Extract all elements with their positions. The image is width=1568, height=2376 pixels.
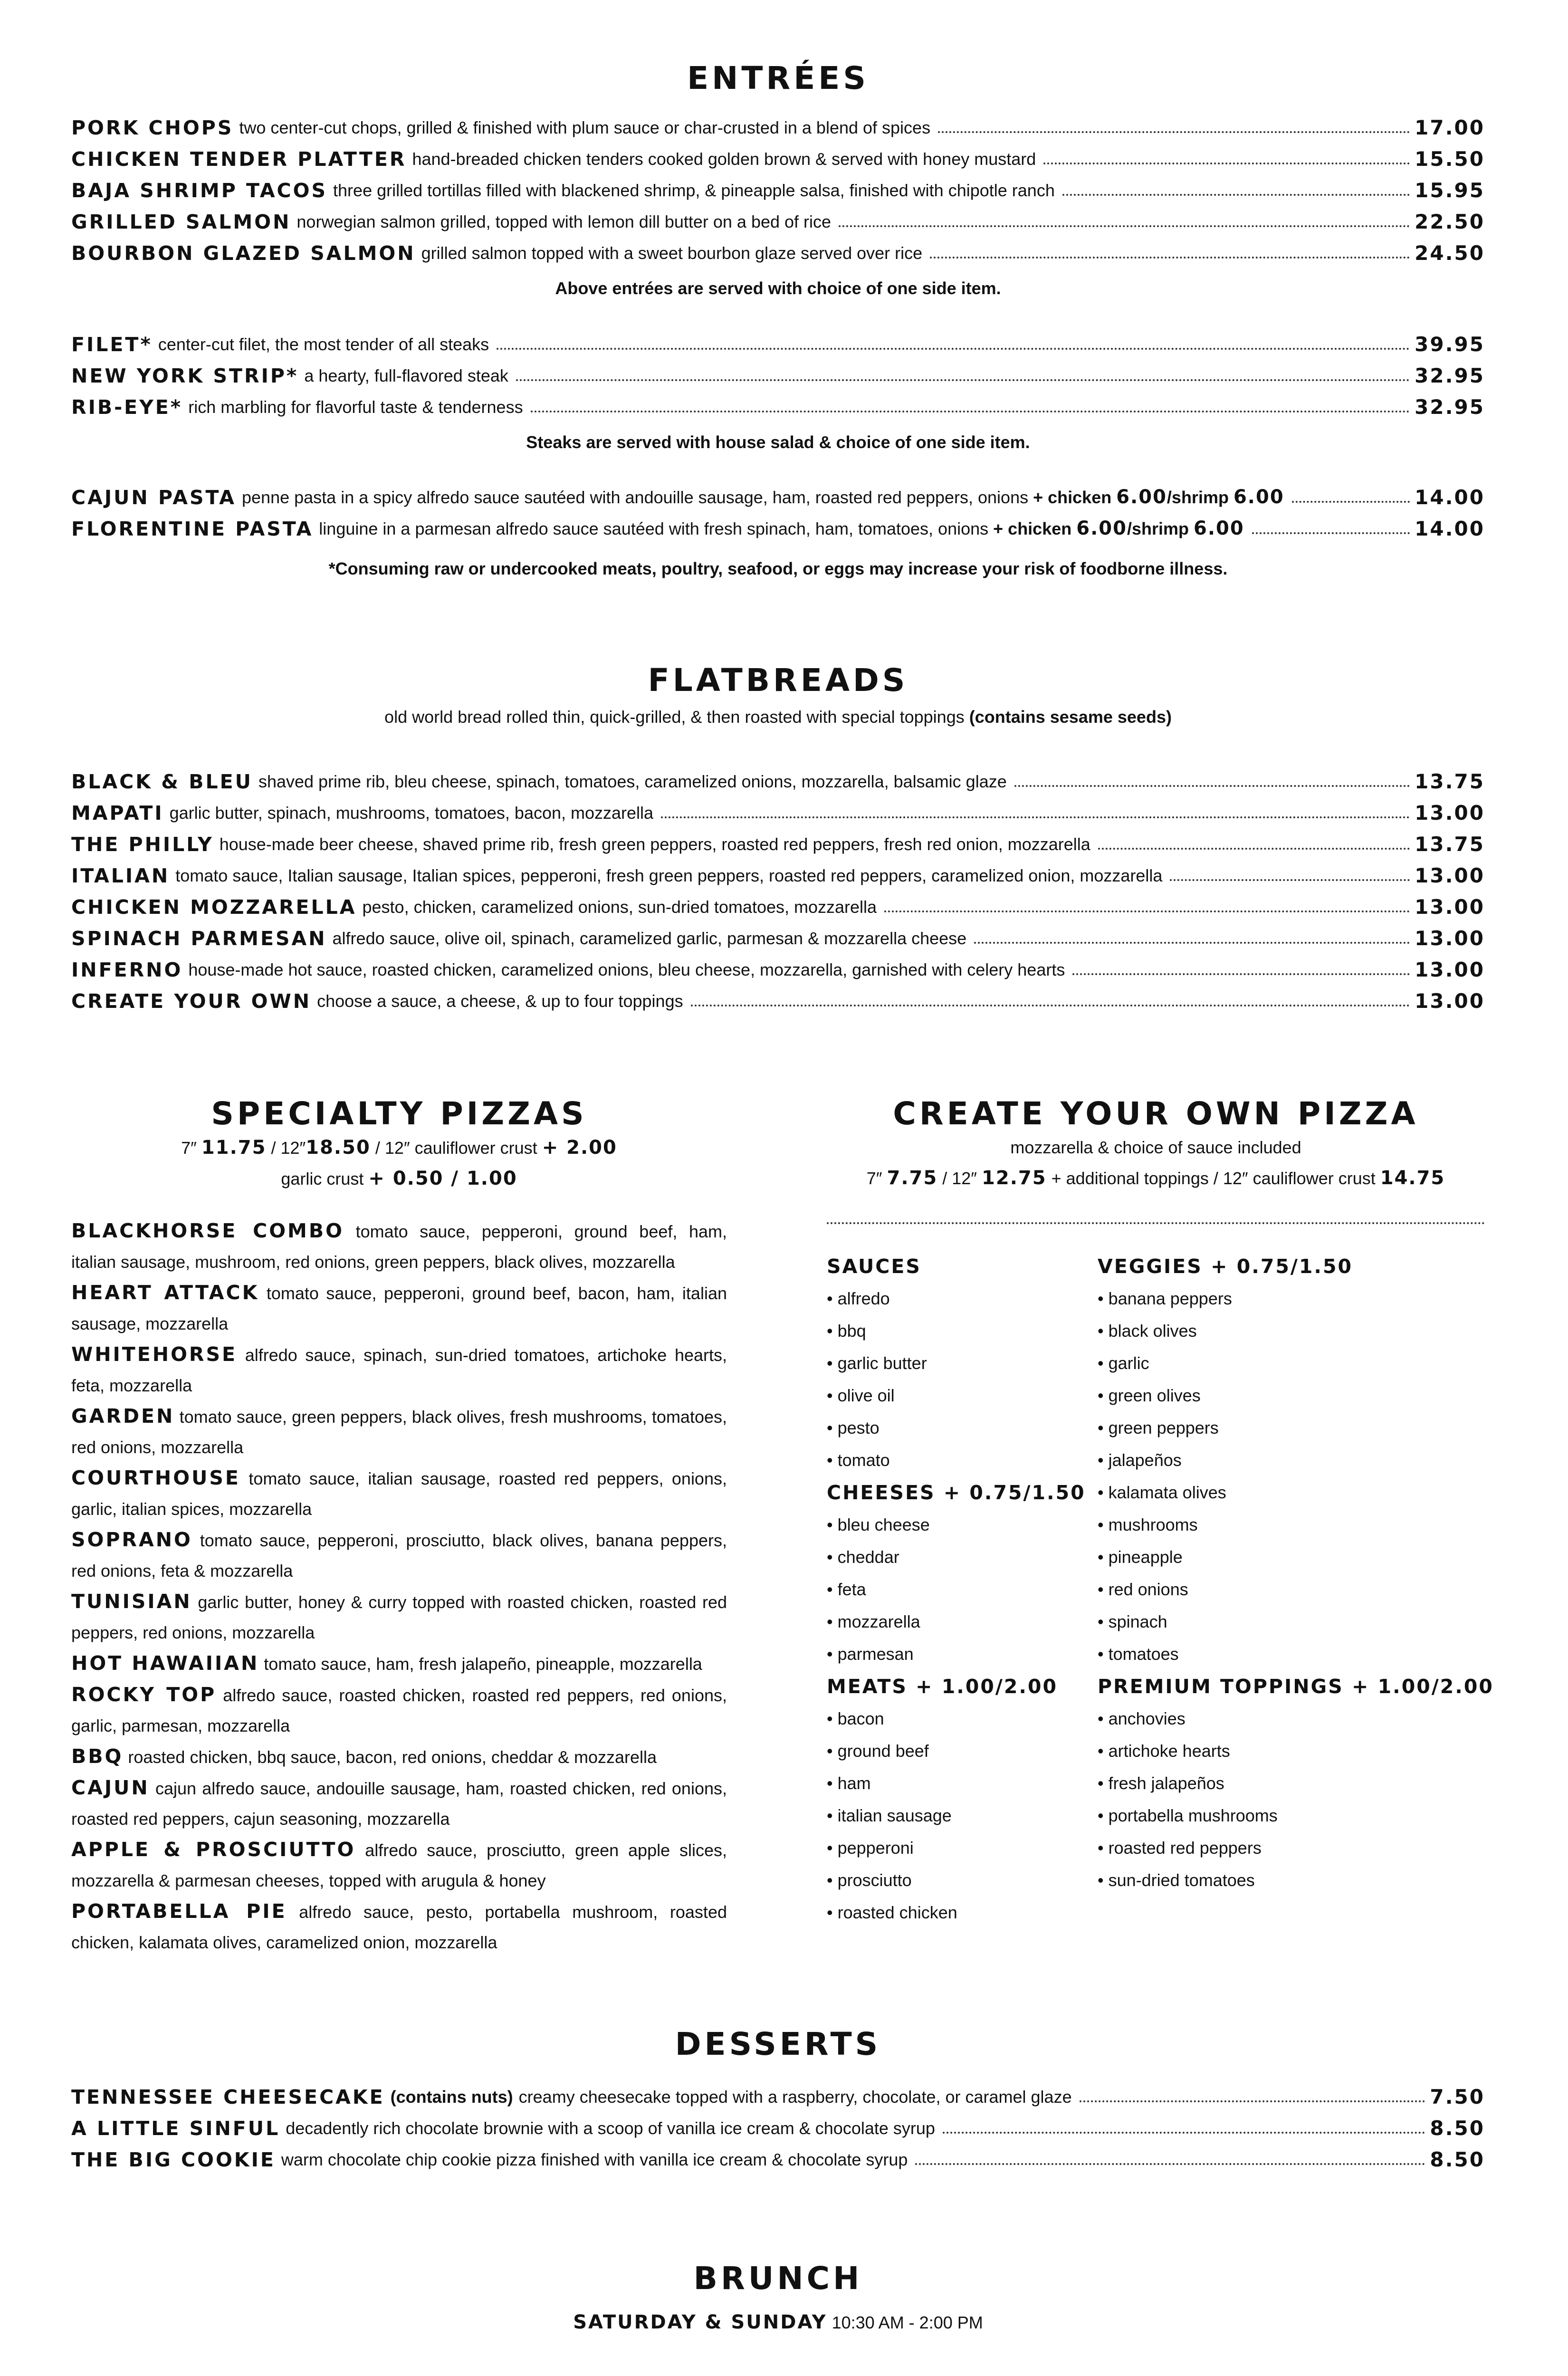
- menu-item: [71, 919, 1485, 950]
- cheese-item: • cheddar: [827, 1547, 899, 1567]
- item-name: THE BIG COOKIE: [71, 2148, 276, 2171]
- item-description: a hearty, full-flavored steak: [304, 366, 508, 385]
- meat-item: • ham: [827, 1773, 871, 1793]
- pizza-item: [71, 1834, 727, 1896]
- sauce-item: • olive oil: [827, 1386, 895, 1405]
- item-name: TUNISIAN: [71, 1590, 192, 1613]
- item-price: 13.00: [1415, 895, 1485, 919]
- item-name: BLACKHORSE COMBO: [71, 1219, 344, 1242]
- menu-item: [71, 2140, 1485, 2172]
- item-name: TENNESSEE CHEESECAKE: [71, 2086, 385, 2108]
- item-description: tomato sauce, pepperoni, ground beef, bacon, ham, italian sausage, mozzarella: [71, 1284, 727, 1333]
- item-name: PORK CHOPS: [71, 116, 234, 139]
- meat-item: • pepperoni: [827, 1838, 914, 1858]
- sauce-item: • alfredo: [827, 1289, 890, 1308]
- entrees-heading: ENTRÉES: [687, 60, 869, 96]
- veggie-item: • kalamata olives: [1098, 1483, 1226, 1502]
- menu-item: [71, 140, 1485, 171]
- menu-item: [71, 2078, 1485, 2109]
- menu-item: [71, 171, 1485, 202]
- item-description: choose a sauce, a cheese, & up to four toppings: [317, 991, 683, 1011]
- item-description: garlic butter, honey & curry topped with roasted chicken, roasted red peppers, red onions, mozzarella: [71, 1592, 727, 1642]
- item-name: COURTHOUSE: [71, 1466, 240, 1489]
- sauce-item: • garlic butter: [827, 1353, 927, 1373]
- toppings-right-column: [1098, 1250, 1494, 1897]
- item-description: tomato sauce, green peppers, black olives, fresh mushrooms, tomatoes, red onions, mozzarella: [71, 1407, 727, 1457]
- brunch-days: SATURDAY & SUNDAY: [573, 2311, 827, 2333]
- premium-item: • sun-dried tomatoes: [1098, 1870, 1255, 1890]
- pizza-item: [71, 1524, 727, 1586]
- meats-heading: MEATS + 1.00/2.00: [827, 1675, 1058, 1698]
- dot-leader: [974, 942, 1410, 944]
- pizza-item: [71, 1463, 727, 1524]
- item-name: GARDEN: [71, 1405, 175, 1428]
- create-pizza-heading: CREATE YOUR OWN PIZZA: [893, 1095, 1419, 1132]
- menu-item: [71, 234, 1485, 265]
- item-description: tomato sauce, italian sausage, roasted red peppers, onions, garlic, italian spices, mozzarella: [71, 1469, 727, 1519]
- item-description: alfredo sauce, olive oil, spinach, caramelized garlic, parmesan & mozzarella cheese: [332, 929, 967, 948]
- meat-item: • bacon: [827, 1709, 884, 1728]
- dot-leader: [915, 2163, 1425, 2165]
- item-description: decadently rich chocolate brownie with a scoop of vanilla ice cream & chocolate syrup: [286, 2118, 935, 2138]
- premium-item: • artichoke hearts: [1098, 1741, 1230, 1761]
- item-description: norwegian salmon grilled, topped with lemon dill butter on a bed of rice: [296, 212, 832, 231]
- item-price: 13.75: [1415, 833, 1485, 856]
- dot-leader: [1170, 879, 1410, 881]
- pizza-item: [71, 1216, 727, 1277]
- item-price: 13.75: [1415, 770, 1485, 793]
- item-description: cajun alfredo sauce, andouille sausage, ham, roasted chicken, red onions, roasted red peppers, cajun seasoning, mozzarella: [71, 1779, 727, 1829]
- item-description: two center-cut chops, grilled & finished with plum sauce or char-crusted in a blend of spices: [239, 118, 931, 137]
- item-price: 13.00: [1415, 801, 1485, 824]
- create-pizza-section: [827, 1095, 1494, 1950]
- item-price: 15.50: [1415, 147, 1485, 171]
- create-pizza-prices: 7″ 7.75 / 12″ 12.75 + additional toppings / 12″ cauliflower crust 14.75: [866, 1167, 1445, 1189]
- veggie-item: • tomatoes: [1098, 1644, 1179, 1664]
- item-description: pesto, chicken, caramelized onions, sun-dried tomatoes, mozzarella: [362, 897, 877, 917]
- item-price: 24.50: [1415, 241, 1485, 265]
- item-description: grilled salmon topped with a sweet bourbon glaze served over rice: [421, 243, 923, 263]
- dot-leader: [943, 2132, 1425, 2134]
- item-price: 14.00: [1415, 517, 1485, 540]
- dot-leader: [1098, 848, 1410, 850]
- veggie-item: • garlic: [1098, 1353, 1149, 1373]
- item-description: alfredo sauce, spinach, sun-dried tomatoes, artichoke hearts, feta, mozzarella: [71, 1345, 727, 1395]
- brunch-heading: BRUNCH: [693, 2260, 863, 2297]
- item-name: BLACK & BLEU: [71, 770, 253, 793]
- add-protein: + chicken 6.00/shrimp 6.00: [993, 517, 1244, 539]
- item-name: GRILLED SALMON: [71, 211, 291, 233]
- item-price: 17.00: [1415, 116, 1485, 139]
- entrees-side-note: Above entrées are served with choice of one side item.: [555, 278, 1001, 298]
- item-description: tomato sauce, pepperoni, prosciutto, black olives, banana peppers, red onions, feta & mozzarella: [71, 1531, 727, 1581]
- item-name: BOURBON GLAZED SALMON: [71, 242, 416, 265]
- item-name: HEART ATTACK: [71, 1281, 259, 1304]
- dot-leader: [1080, 2100, 1425, 2102]
- menu-item: [71, 2109, 1485, 2140]
- item-name: BAJA SHRIMP TACOS: [71, 179, 328, 202]
- meat-item: • italian sausage: [827, 1806, 952, 1825]
- item-description: three grilled tortillas filled with blackened shrimp, & pineapple salsa, finished with chipotle ranch: [333, 181, 1055, 200]
- cheeses-heading: CHEESES + 0.75/1.50: [827, 1481, 1086, 1504]
- item-description: alfredo sauce, pesto, portabella mushroom, roasted chicken, kalamata olives, caramelized onion, mozzarella: [71, 1902, 727, 1952]
- veggie-item: • red onions: [1098, 1580, 1188, 1599]
- premium-toppings-heading: PREMIUM TOPPINGS + 1.00/2.00: [1098, 1675, 1494, 1698]
- dot-leader: [1043, 163, 1410, 164]
- pizza-item: [71, 1401, 727, 1463]
- pizza-item: [71, 1772, 727, 1834]
- item-description: house-made beer cheese, shaved prime rib, fresh green peppers, roasted red peppers, fresh red onion, mozzarella: [219, 834, 1090, 854]
- item-name: CHICKEN MOZZARELLA: [71, 896, 357, 919]
- menu-item: [71, 825, 1485, 856]
- menu-item: [71, 509, 1485, 541]
- item-name: INFERNO: [71, 958, 183, 981]
- premium-item: • fresh jalapeños: [1098, 1773, 1224, 1793]
- item-description: tomato sauce, ham, fresh jalapeño, pineapple, mozzarella: [264, 1654, 702, 1674]
- item-price: 7.50: [1430, 2085, 1485, 2108]
- menu-item: [71, 356, 1485, 388]
- item-name: A LITTLE SINFUL: [71, 2117, 280, 2140]
- meat-item: • prosciutto: [827, 1870, 912, 1890]
- dot-leader: [661, 816, 1410, 818]
- menu-item: [71, 478, 1485, 509]
- steaks-note: Steaks are served with house salad & choice of one side item.: [526, 432, 1030, 452]
- item-name: ITALIAN: [71, 864, 170, 887]
- menu-item: [71, 794, 1485, 825]
- item-description: warm chocolate chip cookie pizza finished with vanilla ice cream & chocolate syrup: [281, 2150, 908, 2169]
- veggie-item: • mushrooms: [1098, 1515, 1198, 1534]
- item-description: alfredo sauce, prosciutto, green apple slices, mozzarella & parmesan cheeses, topped with arugula & honey: [71, 1840, 727, 1890]
- item-name: SOPRANO: [71, 1528, 192, 1551]
- item-price: 8.50: [1430, 2148, 1485, 2171]
- item-name: CREATE YOUR OWN: [71, 990, 312, 1013]
- item-description: hand-breaded chicken tenders cooked golden brown & served with honey mustard: [412, 149, 1036, 169]
- item-price: 22.50: [1415, 210, 1485, 233]
- item-description: creamy cheesecake topped with a raspberry, chocolate, or caramel glaze: [518, 2087, 1072, 2107]
- item-name: THE PHILLY: [71, 833, 214, 856]
- veggies-heading: VEGGIES + 0.75/1.50: [1098, 1255, 1353, 1278]
- menu-item: [71, 888, 1485, 919]
- dot-leader: [1072, 973, 1410, 975]
- menu-item: [71, 762, 1485, 794]
- item-price: 32.95: [1415, 395, 1485, 419]
- item-description: tomato sauce, pepperoni, ground beef, ham, italian sausage, mushroom, red onions, green peppers, black olives, mozzarella: [71, 1222, 727, 1272]
- premium-item: • roasted red peppers: [1098, 1838, 1262, 1858]
- dot-leader: [1292, 501, 1410, 503]
- item-description: house-made hot sauce, roasted chicken, caramelized onions, bleu cheese, mozzarella, garnished with celery hearts: [188, 960, 1065, 979]
- cheese-item: • bleu cheese: [827, 1515, 930, 1534]
- flatbreads-subtitle: old world bread rolled thin, quick-grilled, & then roasted with special toppings (contains sesame seeds): [384, 707, 1172, 727]
- sauce-item: • bbq: [827, 1321, 866, 1341]
- desserts-heading: DESSERTS: [675, 2026, 881, 2062]
- item-name: FILET*: [71, 333, 153, 356]
- item-name: WHITEHORSE: [71, 1343, 238, 1366]
- item-description: garlic butter, spinach, mushrooms, tomatoes, bacon, mozzarella: [169, 803, 654, 823]
- item-price: 15.95: [1415, 179, 1485, 202]
- pizza-item: [71, 1586, 727, 1648]
- veggie-item: • green peppers: [1098, 1418, 1219, 1437]
- item-name: FLORENTINE PASTA: [71, 517, 314, 540]
- premium-item: • anchovies: [1098, 1709, 1186, 1728]
- item-price: 13.00: [1415, 864, 1485, 887]
- sauce-item: • pesto: [827, 1418, 880, 1437]
- menu-item: [71, 388, 1485, 419]
- veggie-item: • green olives: [1098, 1386, 1201, 1405]
- veggie-item: • pineapple: [1098, 1547, 1183, 1567]
- item-name: CAJUN: [71, 1776, 150, 1799]
- specialty-pizzas-heading: SPECIALTY PIZZAS: [211, 1095, 587, 1132]
- item-name: SPINACH PARMESAN: [71, 927, 327, 950]
- specialty-pizza-list: [71, 1216, 727, 1958]
- dot-leader: [516, 379, 1410, 381]
- item-price: 14.00: [1415, 486, 1485, 509]
- dot-leader: [1252, 532, 1410, 534]
- pizza-item: [71, 1896, 727, 1958]
- menu-item: [71, 202, 1485, 234]
- item-price: 32.95: [1415, 364, 1485, 387]
- item-name: RIB-EYE*: [71, 396, 183, 419]
- item-description: penne pasta in a spicy alfredo sauce sautéed with andouille sausage, ham, roasted red peppers, onions: [242, 488, 1029, 507]
- cheese-item: • mozzarella: [827, 1612, 920, 1631]
- sauces-heading: SAUCES: [827, 1255, 921, 1278]
- garlic-crust-price: garlic crust + 0.50 / 1.00: [281, 1168, 517, 1189]
- item-name: CAJUN PASTA: [71, 486, 237, 509]
- dot-leader: [884, 910, 1410, 912]
- menu-item: [71, 325, 1485, 356]
- dot-leader: [1014, 785, 1410, 787]
- dot-leader: [938, 131, 1410, 133]
- brunch-time: 10:30 AM - 2:00 PM: [832, 2313, 983, 2332]
- dot-leader: [839, 225, 1410, 227]
- dot-leader: [497, 348, 1410, 350]
- brunch-hours: [71, 2310, 1485, 2335]
- item-name: NEW YORK STRIP*: [71, 364, 299, 387]
- item-price: 8.50: [1430, 2117, 1485, 2140]
- specialty-pizzas-section: [71, 1095, 727, 1958]
- item-name: PORTABELLA PIE: [71, 1900, 287, 1923]
- sauce-item: • tomato: [827, 1450, 890, 1470]
- item-name: BBQ: [71, 1745, 124, 1768]
- dot-leader: [1062, 194, 1410, 196]
- create-pizza-included: mozzarella & choice of sauce included: [1010, 1138, 1301, 1157]
- premium-item: • portabella mushrooms: [1098, 1806, 1278, 1825]
- add-protein: + chicken 6.00/shrimp 6.00: [1033, 486, 1284, 508]
- item-price: 13.00: [1415, 927, 1485, 950]
- dot-leader: [930, 257, 1410, 259]
- menu-item: [71, 108, 1485, 140]
- flatbreads-heading: FLATBREADS: [648, 662, 908, 699]
- item-name: HOT HAWAIIAN: [71, 1652, 259, 1675]
- section-divider: [827, 1222, 1485, 1224]
- pizza-item: [71, 1339, 727, 1401]
- meat-item: • roasted chicken: [827, 1903, 957, 1922]
- menu-item: [71, 982, 1485, 1013]
- pizza-item: [71, 1741, 727, 1772]
- cheese-item: • parmesan: [827, 1644, 914, 1664]
- foodborne-warning: *Consuming raw or undercooked meats, poultry, seafood, or eggs may increase your risk of foodborne illness.: [328, 559, 1228, 578]
- menu-item: [71, 950, 1485, 982]
- veggie-item: • spinach: [1098, 1612, 1167, 1631]
- veggie-item: • jalapeños: [1098, 1450, 1182, 1470]
- menu-item: [71, 856, 1485, 888]
- pizza-item: [71, 1648, 727, 1679]
- item-name: MAPATI: [71, 802, 164, 824]
- meat-item: • ground beef: [827, 1741, 929, 1761]
- item-description: alfredo sauce, roasted chicken, roasted red peppers, red onions, garlic, parmesan, mozzarella: [71, 1686, 727, 1735]
- cheese-item: • feta: [827, 1580, 866, 1599]
- item-description: roasted chicken, bbq sauce, bacon, red onions, cheddar & mozzarella: [128, 1747, 657, 1767]
- item-name: APPLE & PROSCIUTTO: [71, 1838, 356, 1861]
- toppings-left-column: [827, 1250, 1093, 1929]
- pizza-item: [71, 1679, 727, 1741]
- item-price: 13.00: [1415, 989, 1485, 1013]
- item-price: 39.95: [1415, 333, 1485, 356]
- item-name: ROCKY TOP: [71, 1683, 217, 1706]
- item-description: center-cut filet, the most tender of all steaks: [158, 335, 489, 354]
- item-description: linguine in a parmesan alfredo sauce sautéed with fresh spinach, ham, tomatoes, onions: [319, 519, 989, 538]
- pizza-item: [71, 1277, 727, 1339]
- item-description: shaved prime rib, bleu cheese, spinach, tomatoes, caramelized onions, mozzarella, balsamic glaze: [258, 772, 1007, 791]
- dot-leader: [691, 1005, 1410, 1006]
- dot-leader: [531, 411, 1410, 412]
- allergen-note: (contains nuts): [390, 2087, 513, 2107]
- item-name: CHICKEN TENDER PLATTER: [71, 148, 407, 171]
- veggie-item: • black olives: [1098, 1321, 1197, 1341]
- item-description: tomato sauce, Italian sausage, Italian spices, pepperoni, fresh green peppers, roasted red peppers, caramelized onion, mozzarella: [175, 866, 1163, 885]
- item-price: 13.00: [1415, 958, 1485, 981]
- veggie-item: • banana peppers: [1098, 1289, 1232, 1308]
- specialty-pizzas-prices: 7″ 11.75 / 12″18.50 / 12″ cauliflower crust + 2.00: [181, 1137, 617, 1159]
- item-description: rich marbling for flavorful taste & tenderness: [188, 397, 523, 417]
